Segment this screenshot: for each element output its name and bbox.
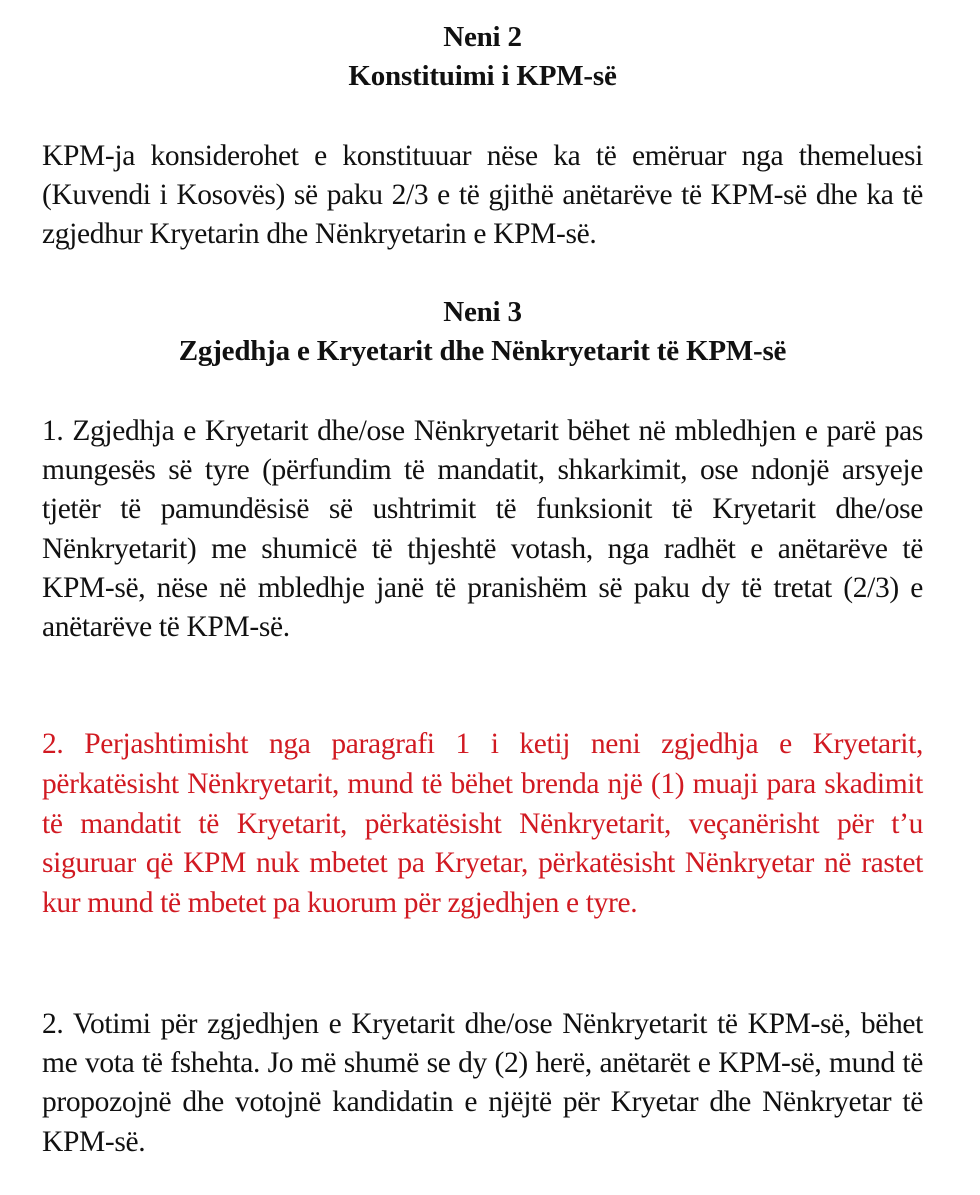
article-3-paragraph-1: 1. Zgjedhja e Kryetarit dhe/ose Nënkryetarit bëhet në mbledhjen e parë pas mungesës së tyre (përfundim të mandatit, shkarkimit, ose ndonjë arsyeje tjetër të pamundësisë së ushtrimit të funksionit të Kryetarit dhe/ose Nënkryetarit) me shumicë të thjeshtë votash, nga radhët e anëtarëve të KPM-së, nëse në mbledhje janë të pranishëm së paku dy të tretat (2/3) e anëtarëve të KPM-së. <box>42 415 923 644</box>
article-2-number: Neni 2 <box>443 21 522 53</box>
article-2-title: Konstituimi i KPM-së <box>348 60 617 92</box>
article-3-title: Zgjedhja e Kryetarit dhe Nënkryetarit të KPM-së <box>178 335 787 367</box>
article-3-paragraph-2-amendment: 2. Perjashtimisht nga paragrafi 1 i ketij neni zgjedhja e Kryetarit, përkatësisht Nënkryetarit, mund të bëhet brenda një (1) muaji para skadimit të mandatit të Kryetarit, përkatësisht Nënkryetarit, veçanërisht për t’u siguruar që KPM nuk mbetet pa Kryetar, përkatësisht Nënkryetar në rastet kur mund të mbetet pa kuorum për zgjedhjen e tyre. <box>42 728 923 920</box>
article-2-paragraph: KPM-ja konsiderohet e konstituuar nëse ka të emëruar nga themeluesi (Kuvendi i Kosovës) së paku 2/3 e të gjithë anëtarëve të KPM-së dhe ka të zgjedhur Kryetarin dhe Nënkryetarin e KPM-së. <box>42 140 923 251</box>
article-3-number: Neni 3 <box>443 296 522 328</box>
article-3-paragraph-3: 2. Votimi për zgjedhjen e Kryetarit dhe/ose Nënkryetarit të KPM-së, bëhet me vota të fshehta. Jo më shumë se dy (2) herë, anëtarët e KPM-së, mund të propozojnë dhe votojnë kandidatin e njëjtë për Kryetar dhe Nënkryetar të KPM-së. <box>42 1008 923 1158</box>
